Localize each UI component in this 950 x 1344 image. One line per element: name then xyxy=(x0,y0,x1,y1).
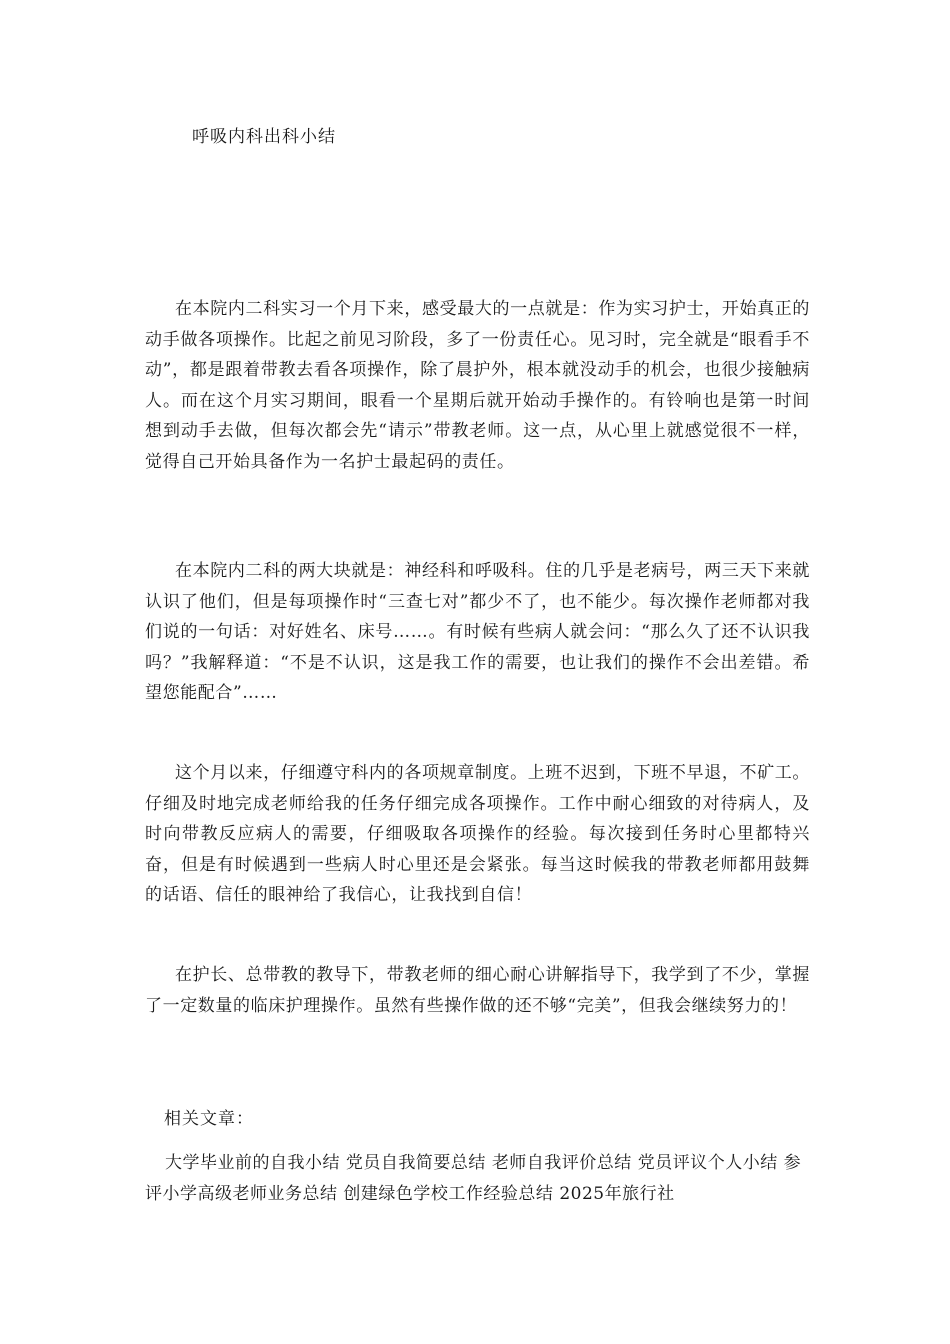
related-link-4[interactable]: 党员评议个人小结 xyxy=(637,1153,778,1173)
paragraph-1: 在本院内二科实习一个月下来，感受最大的一点就是：作为实习护士，开始真正的动手做各项操作。比起之前见习阶段，多了一份责任心。见习时，完全就是“眼看手不动”，都是跟着带教去看各项操作，除了晨护外，根本就没动手的机会，也很少接触病人。而在这个月实习期间，眼看一个星期后就开始动手操作的。有铃响也是第一时间想到动手去做，但每次都会先“请示”带教老师。这一点，从心里上就感觉很不一样，觉得自己开始具备作为一名护士最起码的责任。 xyxy=(145,299,810,472)
related-link-3[interactable]: 老师自我评价总结 xyxy=(491,1153,632,1173)
related-articles-heading: 相关文章： xyxy=(164,1109,254,1129)
related-link-2[interactable]: 党员自我简要总结 xyxy=(345,1153,486,1173)
related-link-6[interactable]: 创建绿色学校工作经验总结 xyxy=(343,1184,554,1204)
document-title: 呼吸内科出科小结 xyxy=(192,127,336,147)
related-link-7[interactable]: 2025年旅行社 xyxy=(559,1184,675,1204)
paragraph-3: 这个月以来，仔细遵守科内的各项规章制度。上班不迟到，下班不早退，不矿工。仔细及时地完成老师给我的任务仔细完成各项操作。工作中耐心细致的对待病人，及时向带教反应病人的需要，仔细吸取各项操作的经验。每次接到任务时心里都特兴奋，但是有时候遇到一些病人时心里还是会紧张。每当这时候我的带教老师都用鼓舞的话语、信任的眼神给了我信心，让我找到自信！ xyxy=(145,763,810,905)
paragraph-4: 在护长、总带教的教导下，带教老师的细心耐心讲解指导下，我学到了不少，掌握了一定数量的临床护理操作。虽然有些操作做的还不够“完美”，但我会继续努力的！ xyxy=(145,965,810,1016)
related-link-5[interactable]: 参评小学高级老师业务总结 xyxy=(145,1153,802,1204)
related-articles-list xyxy=(145,1148,815,1210)
related-link-1[interactable]: 大学毕业前的自我小结 xyxy=(165,1153,340,1173)
paragraph-2: 在本院内二科的两大块就是：神经科和呼吸科。住的几乎是老病号，两三天下来就认识了他们，但是每项操作时“三查七对”都少不了，也不能少。每次操作老师都对我们说的一句话：对好姓名、床号……。有时候有些病人就会问：“那么久了还不认识我吗？”我解释道：“不是不认识，这是我工作的需要，也让我们的操作不会出差错。希望您能配合”…… xyxy=(145,561,810,703)
